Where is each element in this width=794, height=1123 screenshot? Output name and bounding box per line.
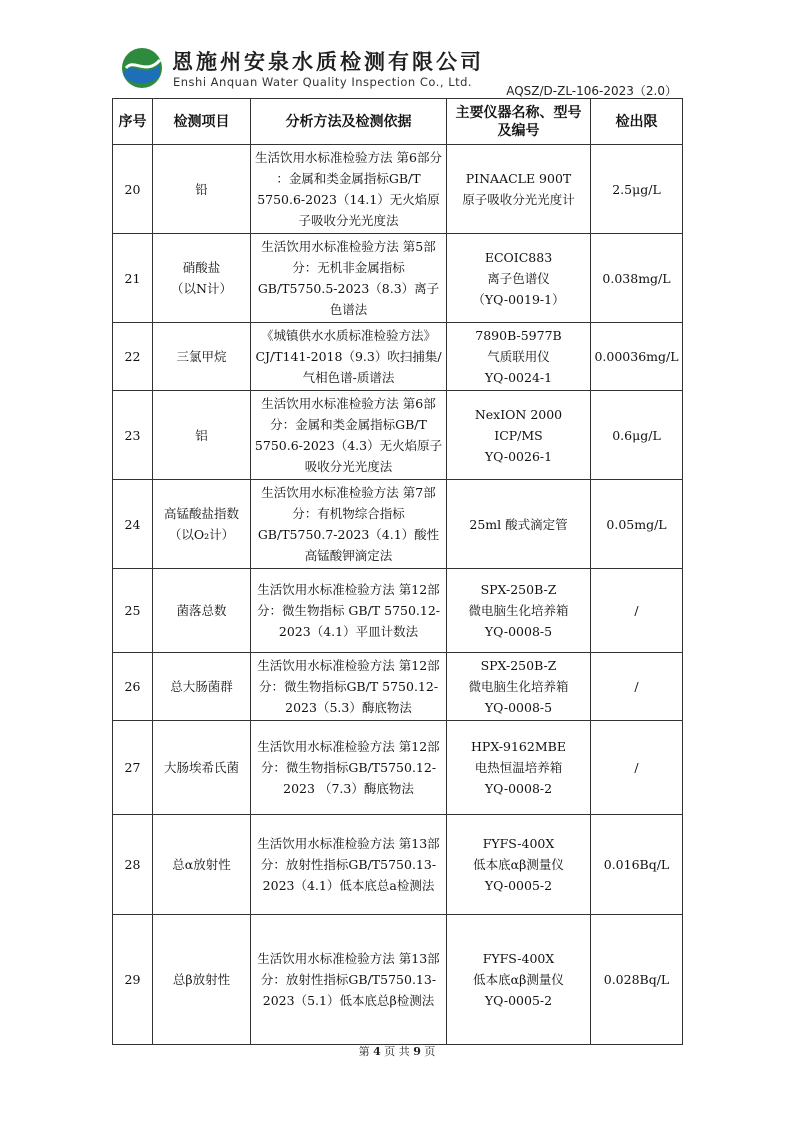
cell-instrument: PINAACLE 900T 原子吸收分光光度计 bbox=[447, 145, 591, 234]
footer-total-pages: 9 bbox=[413, 1045, 421, 1058]
footer-middle: 页 共 bbox=[384, 1045, 410, 1058]
cell-method: 生活饮用水标准检验方法 第12部分：微生物指标 GB/T 5750.12-2023（4.1）平皿计数法 bbox=[251, 569, 447, 653]
cell-method: 生活饮用水标准检验方法 第7部分：有机物综合指标GB/T5750.7-2023（4.1）酸性高锰酸钾滴定法 bbox=[251, 480, 447, 569]
footer-prefix: 第 bbox=[358, 1045, 370, 1058]
cell-seq: 23 bbox=[113, 391, 153, 480]
cell-seq: 21 bbox=[113, 234, 153, 323]
cell-method: 生活饮用水标准检验方法 第13部分：放射性指标GB/T5750.13-2023（4.1）低本底总a检测法 bbox=[251, 815, 447, 915]
cell-item: 总大肠菌群 bbox=[153, 653, 251, 721]
table-row bbox=[113, 721, 683, 815]
cell-method: 生活饮用水标准检验方法 第6部分：金属和类金属指标GB/T 5750.6-2023（4.3）无火焰原子吸收分光光度法 bbox=[251, 391, 447, 480]
cell-seq: 22 bbox=[113, 323, 153, 391]
cell-limit: 0.038mg/L bbox=[591, 234, 683, 323]
cell-method: 生活饮用水标准检验方法 第6部分 ：金属和类金属指标GB/T 5750.6-2023（14.1）无火焰原子吸收分光光度法 bbox=[251, 145, 447, 234]
cell-instrument: HPX-9162MBE 电热恒温培养箱 YQ-0008-2 bbox=[447, 721, 591, 815]
cell-limit: 0.016Bq/L bbox=[591, 815, 683, 915]
table-row bbox=[113, 815, 683, 915]
cell-instrument: SPX-250B-Z 微电脑生化培养箱 YQ-0008-5 bbox=[447, 569, 591, 653]
header-seq: 序号 bbox=[113, 99, 153, 145]
cell-method: 生活饮用水标准检验方法 第12部分：微生物指标GB/T5750.12-2023 （7.3）酶底物法 bbox=[251, 721, 447, 815]
cell-seq: 25 bbox=[113, 569, 153, 653]
cell-instrument: FYFS-400X 低本底αβ测量仪 YQ-0005-2 bbox=[447, 915, 591, 1045]
cell-limit: 0.028Bq/L bbox=[591, 915, 683, 1045]
table-row bbox=[113, 653, 683, 721]
cell-item: 大肠埃希氏菌 bbox=[153, 721, 251, 815]
cell-limit: / bbox=[591, 653, 683, 721]
cell-seq: 26 bbox=[113, 653, 153, 721]
cell-limit: 0.6μg/L bbox=[591, 391, 683, 480]
cell-instrument: 7890B-5977B 气质联用仪 YQ-0024-1 bbox=[447, 323, 591, 391]
document-code: AQSZ/D-ZL-106-2023（2.0） bbox=[506, 84, 677, 98]
cell-item: 总β放射性 bbox=[153, 915, 251, 1045]
cell-limit: 2.5μg/L bbox=[591, 145, 683, 234]
cell-seq: 20 bbox=[113, 145, 153, 234]
cell-seq: 28 bbox=[113, 815, 153, 915]
cell-method: 《城镇供水水质标准检验方法》CJ/T141-2018（9.3）吹扫捕集/气相色谱-质谱法 bbox=[251, 323, 447, 391]
cell-limit: / bbox=[591, 721, 683, 815]
header-method: 分析方法及检测依据 bbox=[251, 99, 447, 145]
cell-instrument: SPX-250B-Z 微电脑生化培养箱 YQ-0008-5 bbox=[447, 653, 591, 721]
cell-seq: 24 bbox=[113, 480, 153, 569]
table-row bbox=[113, 145, 683, 234]
cell-item: 高锰酸盐指数（以O₂计） bbox=[153, 480, 251, 569]
cell-instrument: NexION 2000 ICP/MS YQ-0026-1 bbox=[447, 391, 591, 480]
cell-instrument: ECOIC883 离子色谱仪 （YQ-0019-1） bbox=[447, 234, 591, 323]
header-instrument: 主要仪器名称、型号及编号 bbox=[447, 99, 591, 145]
company-logo-icon bbox=[120, 46, 164, 90]
header-limit: 检出限 bbox=[591, 99, 683, 145]
cell-seq: 27 bbox=[113, 721, 153, 815]
cell-seq: 29 bbox=[113, 915, 153, 1045]
table-header-row bbox=[113, 99, 683, 145]
cell-limit: 0.05mg/L bbox=[591, 480, 683, 569]
table-row bbox=[113, 391, 683, 480]
footer-page-number: 4 bbox=[373, 1045, 381, 1058]
table-row bbox=[113, 480, 683, 569]
company-name-cn: 恩施州安泉水质检测有限公司 bbox=[172, 49, 484, 74]
cell-limit: / bbox=[591, 569, 683, 653]
company-name-en: Enshi Anquan Water Quality Inspection Co., Ltd. bbox=[173, 75, 473, 89]
cell-item: 菌落总数 bbox=[153, 569, 251, 653]
page-footer bbox=[0, 1043, 794, 1059]
cell-instrument: 25ml 酸式滴定管 bbox=[447, 480, 591, 569]
cell-method: 生活饮用水标准检验方法 第12部分：微生物指标GB/T 5750.12-2023（5.3）酶底物法 bbox=[251, 653, 447, 721]
cell-instrument: FYFS-400X 低本底αβ测量仪 YQ-0005-2 bbox=[447, 815, 591, 915]
cell-method: 生活饮用水标准检验方法 第5部分：无机非金属指标GB/T5750.5-2023（8.3）离子色谱法 bbox=[251, 234, 447, 323]
table-row bbox=[113, 234, 683, 323]
cell-limit: 0.00036mg/L bbox=[591, 323, 683, 391]
cell-item: 铝 bbox=[153, 391, 251, 480]
cell-item: 铅 bbox=[153, 145, 251, 234]
table-row bbox=[113, 915, 683, 1045]
table-row bbox=[113, 323, 683, 391]
table-row bbox=[113, 569, 683, 653]
inspection-method-table bbox=[112, 98, 683, 1045]
cell-item: 硝酸盐 （以N计） bbox=[153, 234, 251, 323]
cell-item: 三氯甲烷 bbox=[153, 323, 251, 391]
header-item: 检测项目 bbox=[153, 99, 251, 145]
cell-method: 生活饮用水标准检验方法 第13部分：放射性指标GB/T5750.13-2023（5.1）低本底总β检测法 bbox=[251, 915, 447, 1045]
footer-suffix: 页 bbox=[424, 1045, 436, 1058]
cell-item: 总α放射性 bbox=[153, 815, 251, 915]
